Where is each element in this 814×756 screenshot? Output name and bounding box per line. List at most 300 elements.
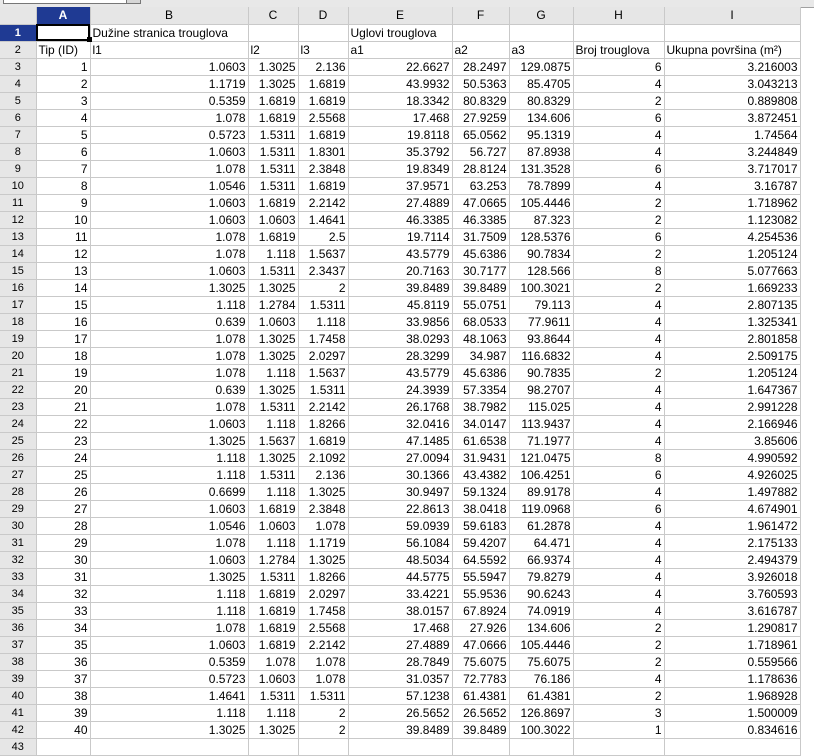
cell-d26[interactable]: 2.1092 (298, 449, 348, 466)
cell-h27[interactable]: 6 (573, 466, 664, 483)
cell-g21[interactable]: 90.7835 (509, 364, 573, 381)
cell-i42[interactable]: 0.834616 (664, 721, 800, 738)
column-header-b[interactable]: B (90, 7, 248, 24)
cell-g26[interactable]: 121.0475 (509, 449, 573, 466)
cell-d13[interactable]: 2.5 (298, 228, 348, 245)
row-header[interactable]: 13 (0, 228, 36, 245)
cell-d3[interactable]: 2.136 (298, 58, 348, 75)
cell-g28[interactable]: 89.9178 (509, 483, 573, 500)
cell-b23[interactable]: 1.078 (90, 398, 248, 415)
cell-i41[interactable]: 1.500009 (664, 704, 800, 721)
cell-h19[interactable]: 4 (573, 330, 664, 347)
cell-e9[interactable]: 19.8349 (348, 160, 452, 177)
cell-a6[interactable]: 4 (36, 109, 90, 126)
cell-b29[interactable]: 1.0603 (90, 500, 248, 517)
cell-b17[interactable]: 1.118 (90, 296, 248, 313)
cell-h38[interactable]: 2 (573, 653, 664, 670)
row-header[interactable]: 22 (0, 381, 36, 398)
row-header[interactable]: 42 (0, 721, 36, 738)
cell-e22[interactable]: 24.3939 (348, 381, 452, 398)
cell-b28[interactable]: 0.6699 (90, 483, 248, 500)
cell-c31[interactable]: 1.118 (248, 534, 298, 551)
cell-e19[interactable]: 38.0293 (348, 330, 452, 347)
cell-d20[interactable]: 2.0297 (298, 347, 348, 364)
cell-h17[interactable]: 4 (573, 296, 664, 313)
row-header[interactable]: 10 (0, 177, 36, 194)
cell-c22[interactable]: 1.3025 (248, 381, 298, 398)
cell-a27[interactable]: 25 (36, 466, 90, 483)
cell-f18[interactable]: 68.0533 (452, 313, 509, 330)
cell-d27[interactable]: 2.136 (298, 466, 348, 483)
cell-c38[interactable]: 1.078 (248, 653, 298, 670)
cell-i30[interactable]: 1.961472 (664, 517, 800, 534)
cell-f1[interactable] (452, 24, 509, 41)
cell-h16[interactable]: 2 (573, 279, 664, 296)
row-header[interactable]: 16 (0, 279, 36, 296)
row-header[interactable]: 33 (0, 568, 36, 585)
cell-a36[interactable]: 34 (36, 619, 90, 636)
cell-b35[interactable]: 1.118 (90, 602, 248, 619)
cell-i14[interactable]: 1.205124 (664, 245, 800, 262)
cell-f32[interactable]: 64.5592 (452, 551, 509, 568)
cell-i10[interactable]: 3.16787 (664, 177, 800, 194)
cell-i25[interactable]: 3.85606 (664, 432, 800, 449)
cell-h15[interactable]: 8 (573, 262, 664, 279)
cell-h5[interactable]: 2 (573, 92, 664, 109)
row-header[interactable]: 14 (0, 245, 36, 262)
cell-f22[interactable]: 57.3354 (452, 381, 509, 398)
cell-e13[interactable]: 19.7114 (348, 228, 452, 245)
cell-e28[interactable]: 30.9497 (348, 483, 452, 500)
row-header[interactable]: 27 (0, 466, 36, 483)
cell-d40[interactable]: 1.5311 (298, 687, 348, 704)
cell-c39[interactable]: 1.0603 (248, 670, 298, 687)
cell-b41[interactable]: 1.118 (90, 704, 248, 721)
cell-c9[interactable]: 1.5311 (248, 160, 298, 177)
cell-b37[interactable]: 1.0603 (90, 636, 248, 653)
cell-f36[interactable]: 27.926 (452, 619, 509, 636)
cell-g41[interactable]: 126.8697 (509, 704, 573, 721)
cell-f38[interactable]: 75.6075 (452, 653, 509, 670)
cell-c33[interactable]: 1.5311 (248, 568, 298, 585)
cell-c6[interactable]: 1.6819 (248, 109, 298, 126)
cell-d43[interactable] (298, 738, 348, 755)
cell-a2[interactable]: Tip (ID) (36, 41, 90, 58)
cell-i7[interactable]: 1.74564 (664, 126, 800, 143)
cell-f42[interactable]: 39.8489 (452, 721, 509, 738)
cell-e42[interactable]: 39.8489 (348, 721, 452, 738)
cell-g34[interactable]: 90.6243 (509, 585, 573, 602)
cell-i31[interactable]: 2.175133 (664, 534, 800, 551)
cell-h4[interactable]: 4 (573, 75, 664, 92)
cell-c13[interactable]: 1.6819 (248, 228, 298, 245)
cell-a7[interactable]: 5 (36, 126, 90, 143)
cell-e20[interactable]: 28.3299 (348, 347, 452, 364)
cell-b6[interactable]: 1.078 (90, 109, 248, 126)
cell-i38[interactable]: 0.559566 (664, 653, 800, 670)
cell-c7[interactable]: 1.5311 (248, 126, 298, 143)
cell-b31[interactable]: 1.078 (90, 534, 248, 551)
cell-d7[interactable]: 1.6819 (298, 126, 348, 143)
name-box-dropdown-button[interactable] (126, 0, 140, 3)
cell-b21[interactable]: 1.078 (90, 364, 248, 381)
cell-h6[interactable]: 6 (573, 109, 664, 126)
cell-b2[interactable]: l1 (90, 41, 248, 58)
column-header-d[interactable]: D (298, 7, 348, 24)
cell-b8[interactable]: 1.0603 (90, 143, 248, 160)
cell-h20[interactable]: 4 (573, 347, 664, 364)
cell-d31[interactable]: 1.1719 (298, 534, 348, 551)
cell-g18[interactable]: 77.9611 (509, 313, 573, 330)
cell-e34[interactable]: 33.4221 (348, 585, 452, 602)
cell-g43[interactable] (509, 738, 573, 755)
cell-h2[interactable]: Broj trouglova (573, 41, 664, 58)
name-box[interactable] (3, 0, 141, 4)
cell-c21[interactable]: 1.118 (248, 364, 298, 381)
cell-g24[interactable]: 113.9437 (509, 415, 573, 432)
row-header[interactable]: 20 (0, 347, 36, 364)
column-header-f[interactable]: F (452, 7, 509, 24)
cell-f6[interactable]: 27.9259 (452, 109, 509, 126)
cell-a4[interactable]: 2 (36, 75, 90, 92)
cell-a5[interactable]: 3 (36, 92, 90, 109)
cell-g2[interactable]: a3 (509, 41, 573, 58)
cell-a31[interactable]: 29 (36, 534, 90, 551)
cell-i6[interactable]: 3.872451 (664, 109, 800, 126)
cell-g33[interactable]: 79.8279 (509, 568, 573, 585)
cell-b19[interactable]: 1.078 (90, 330, 248, 347)
cell-g1[interactable] (509, 24, 573, 41)
cell-e5[interactable]: 18.3342 (348, 92, 452, 109)
row-header[interactable]: 23 (0, 398, 36, 415)
cell-e6[interactable]: 17.468 (348, 109, 452, 126)
cell-d2[interactable]: l3 (298, 41, 348, 58)
cell-i4[interactable]: 3.043213 (664, 75, 800, 92)
row-header[interactable]: 8 (0, 143, 36, 160)
cell-f4[interactable]: 50.5363 (452, 75, 509, 92)
cell-e31[interactable]: 56.1084 (348, 534, 452, 551)
cell-e18[interactable]: 33.9856 (348, 313, 452, 330)
cell-b1[interactable]: Dužine stranica trouglova (90, 24, 248, 41)
cell-g22[interactable]: 98.2707 (509, 381, 573, 398)
cell-c3[interactable]: 1.3025 (248, 58, 298, 75)
row-header[interactable]: 28 (0, 483, 36, 500)
cell-d39[interactable]: 1.078 (298, 670, 348, 687)
cell-b26[interactable]: 1.118 (90, 449, 248, 466)
cell-a3[interactable]: 1 (36, 58, 90, 75)
row-header[interactable]: 5 (0, 92, 36, 109)
cell-e33[interactable]: 44.5775 (348, 568, 452, 585)
cell-i26[interactable]: 4.990592 (664, 449, 800, 466)
cell-i24[interactable]: 2.166946 (664, 415, 800, 432)
row-header[interactable]: 31 (0, 534, 36, 551)
cell-b18[interactable]: 0.639 (90, 313, 248, 330)
cell-g15[interactable]: 128.566 (509, 262, 573, 279)
cell-c40[interactable]: 1.5311 (248, 687, 298, 704)
cell-f10[interactable]: 63.253 (452, 177, 509, 194)
cell-f26[interactable]: 31.9431 (452, 449, 509, 466)
cell-h30[interactable]: 4 (573, 517, 664, 534)
cell-c37[interactable]: 1.6819 (248, 636, 298, 653)
cell-e40[interactable]: 57.1238 (348, 687, 452, 704)
cell-g3[interactable]: 129.0875 (509, 58, 573, 75)
column-header-i[interactable]: I (664, 7, 800, 24)
cell-f30[interactable]: 59.6183 (452, 517, 509, 534)
cell-a18[interactable]: 16 (36, 313, 90, 330)
cell-e27[interactable]: 30.1366 (348, 466, 452, 483)
cell-e7[interactable]: 19.8118 (348, 126, 452, 143)
cell-g16[interactable]: 100.3021 (509, 279, 573, 296)
cell-d8[interactable]: 1.8301 (298, 143, 348, 160)
cell-a16[interactable]: 14 (36, 279, 90, 296)
cell-c18[interactable]: 1.0603 (248, 313, 298, 330)
cell-f13[interactable]: 31.7509 (452, 228, 509, 245)
cell-c5[interactable]: 1.6819 (248, 92, 298, 109)
cell-d24[interactable]: 1.8266 (298, 415, 348, 432)
column-header-a[interactable]: A (36, 7, 90, 24)
cell-a14[interactable]: 12 (36, 245, 90, 262)
cell-b33[interactable]: 1.3025 (90, 568, 248, 585)
cell-a39[interactable]: 37 (36, 670, 90, 687)
cell-h25[interactable]: 4 (573, 432, 664, 449)
cell-a35[interactable]: 33 (36, 602, 90, 619)
cell-a28[interactable]: 26 (36, 483, 90, 500)
cell-h31[interactable]: 4 (573, 534, 664, 551)
cell-g36[interactable]: 134.606 (509, 619, 573, 636)
cell-f8[interactable]: 56.727 (452, 143, 509, 160)
cell-h11[interactable]: 2 (573, 194, 664, 211)
cell-i22[interactable]: 1.647367 (664, 381, 800, 398)
cell-d21[interactable]: 1.5637 (298, 364, 348, 381)
cell-e35[interactable]: 38.0157 (348, 602, 452, 619)
row-header[interactable]: 24 (0, 415, 36, 432)
cell-c36[interactable]: 1.6819 (248, 619, 298, 636)
cell-g19[interactable]: 93.8644 (509, 330, 573, 347)
cell-i17[interactable]: 2.807135 (664, 296, 800, 313)
cell-f43[interactable] (452, 738, 509, 755)
row-header[interactable]: 36 (0, 619, 36, 636)
cell-h28[interactable]: 4 (573, 483, 664, 500)
cell-d29[interactable]: 2.3848 (298, 500, 348, 517)
cell-h37[interactable]: 2 (573, 636, 664, 653)
row-header[interactable]: 41 (0, 704, 36, 721)
cell-d36[interactable]: 2.5568 (298, 619, 348, 636)
cell-e2[interactable]: a1 (348, 41, 452, 58)
cell-g37[interactable]: 105.4446 (509, 636, 573, 653)
cell-d16[interactable]: 2 (298, 279, 348, 296)
cell-i21[interactable]: 1.205124 (664, 364, 800, 381)
cell-f19[interactable]: 48.1063 (452, 330, 509, 347)
cell-e25[interactable]: 47.1485 (348, 432, 452, 449)
cell-i19[interactable]: 2.801858 (664, 330, 800, 347)
row-header[interactable]: 34 (0, 585, 36, 602)
column-header-c[interactable]: C (248, 7, 298, 24)
cell-e3[interactable]: 22.6627 (348, 58, 452, 75)
cell-a23[interactable]: 21 (36, 398, 90, 415)
row-header[interactable]: 39 (0, 670, 36, 687)
cell-c11[interactable]: 1.6819 (248, 194, 298, 211)
cell-c28[interactable]: 1.118 (248, 483, 298, 500)
cell-a9[interactable]: 7 (36, 160, 90, 177)
cell-i43[interactable] (664, 738, 800, 755)
cell-g8[interactable]: 87.8938 (509, 143, 573, 160)
cell-e10[interactable]: 37.9571 (348, 177, 452, 194)
cell-i16[interactable]: 1.669233 (664, 279, 800, 296)
cell-g30[interactable]: 61.2878 (509, 517, 573, 534)
cell-e37[interactable]: 27.4889 (348, 636, 452, 653)
cell-d25[interactable]: 1.6819 (298, 432, 348, 449)
cell-b42[interactable]: 1.3025 (90, 721, 248, 738)
cell-h3[interactable]: 6 (573, 58, 664, 75)
cell-c4[interactable]: 1.3025 (248, 75, 298, 92)
cell-h9[interactable]: 6 (573, 160, 664, 177)
cell-d12[interactable]: 1.4641 (298, 211, 348, 228)
cell-a26[interactable]: 24 (36, 449, 90, 466)
cell-h13[interactable]: 6 (573, 228, 664, 245)
cell-f5[interactable]: 80.8329 (452, 92, 509, 109)
cell-h24[interactable]: 4 (573, 415, 664, 432)
cell-g29[interactable]: 119.0968 (509, 500, 573, 517)
cell-d22[interactable]: 1.5311 (298, 381, 348, 398)
cell-d11[interactable]: 2.2142 (298, 194, 348, 211)
cell-e21[interactable]: 43.5779 (348, 364, 452, 381)
cell-d10[interactable]: 1.6819 (298, 177, 348, 194)
cell-h40[interactable]: 2 (573, 687, 664, 704)
cell-d38[interactable]: 1.078 (298, 653, 348, 670)
cell-c24[interactable]: 1.118 (248, 415, 298, 432)
cell-b32[interactable]: 1.0603 (90, 551, 248, 568)
cell-h36[interactable]: 2 (573, 619, 664, 636)
cell-f3[interactable]: 28.2497 (452, 58, 509, 75)
cell-b15[interactable]: 1.0603 (90, 262, 248, 279)
row-header[interactable]: 19 (0, 330, 36, 347)
cell-g17[interactable]: 79.113 (509, 296, 573, 313)
column-header-g[interactable]: G (509, 7, 573, 24)
cell-c41[interactable]: 1.118 (248, 704, 298, 721)
cell-b4[interactable]: 1.1719 (90, 75, 248, 92)
cell-g40[interactable]: 61.4381 (509, 687, 573, 704)
cell-f40[interactable]: 61.4381 (452, 687, 509, 704)
cell-e30[interactable]: 59.0939 (348, 517, 452, 534)
cell-f7[interactable]: 65.0562 (452, 126, 509, 143)
cell-c2[interactable]: l2 (248, 41, 298, 58)
cell-c1[interactable] (248, 24, 298, 41)
cell-e24[interactable]: 32.0416 (348, 415, 452, 432)
cell-b24[interactable]: 1.0603 (90, 415, 248, 432)
cell-i2[interactable]: Ukupna površina (m²) (664, 41, 800, 58)
cell-a13[interactable]: 11 (36, 228, 90, 245)
cell-b13[interactable]: 1.078 (90, 228, 248, 245)
cell-d6[interactable]: 2.5568 (298, 109, 348, 126)
cell-g25[interactable]: 71.1977 (509, 432, 573, 449)
cell-e26[interactable]: 27.0094 (348, 449, 452, 466)
row-header[interactable]: 3 (0, 58, 36, 75)
cell-g5[interactable]: 80.8329 (509, 92, 573, 109)
column-header-e[interactable]: E (348, 7, 452, 24)
cell-g12[interactable]: 87.323 (509, 211, 573, 228)
cell-a19[interactable]: 17 (36, 330, 90, 347)
cell-h18[interactable]: 4 (573, 313, 664, 330)
row-header[interactable]: 6 (0, 109, 36, 126)
cell-b27[interactable]: 1.118 (90, 466, 248, 483)
cell-a10[interactable]: 8 (36, 177, 90, 194)
cell-c25[interactable]: 1.5637 (248, 432, 298, 449)
cell-a8[interactable]: 6 (36, 143, 90, 160)
cell-i39[interactable]: 1.178636 (664, 670, 800, 687)
row-header[interactable]: 17 (0, 296, 36, 313)
cell-h23[interactable]: 4 (573, 398, 664, 415)
cell-c27[interactable]: 1.5311 (248, 466, 298, 483)
cell-h34[interactable]: 4 (573, 585, 664, 602)
cell-f25[interactable]: 61.6538 (452, 432, 509, 449)
cell-i11[interactable]: 1.718962 (664, 194, 800, 211)
cell-d1[interactable] (298, 24, 348, 41)
cell-a11[interactable]: 9 (36, 194, 90, 211)
cell-c26[interactable]: 1.3025 (248, 449, 298, 466)
cell-c12[interactable]: 1.0603 (248, 211, 298, 228)
cell-b11[interactable]: 1.0603 (90, 194, 248, 211)
cell-b16[interactable]: 1.3025 (90, 279, 248, 296)
cell-d19[interactable]: 1.7458 (298, 330, 348, 347)
cell-i35[interactable]: 3.616787 (664, 602, 800, 619)
cell-b38[interactable]: 0.5359 (90, 653, 248, 670)
select-all-corner[interactable] (0, 7, 36, 24)
cell-f12[interactable]: 46.3385 (452, 211, 509, 228)
cell-c32[interactable]: 1.2784 (248, 551, 298, 568)
cell-f23[interactable]: 38.7982 (452, 398, 509, 415)
column-header-h[interactable]: H (573, 7, 664, 24)
cell-c15[interactable]: 1.5311 (248, 262, 298, 279)
cell-b5[interactable]: 0.5359 (90, 92, 248, 109)
row-header[interactable]: 2 (0, 41, 36, 58)
cell-f17[interactable]: 55.0751 (452, 296, 509, 313)
cell-g20[interactable]: 116.6832 (509, 347, 573, 364)
cell-e43[interactable] (348, 738, 452, 755)
cell-c34[interactable]: 1.6819 (248, 585, 298, 602)
cell-f29[interactable]: 38.0418 (452, 500, 509, 517)
cell-a15[interactable]: 13 (36, 262, 90, 279)
cell-i13[interactable]: 4.254536 (664, 228, 800, 245)
cell-d18[interactable]: 1.118 (298, 313, 348, 330)
cell-i1[interactable] (664, 24, 800, 41)
row-header[interactable]: 1 (0, 24, 36, 41)
cell-b25[interactable]: 1.3025 (90, 432, 248, 449)
cell-b43[interactable] (90, 738, 248, 755)
cell-a43[interactable] (36, 738, 90, 755)
cell-d14[interactable]: 1.5637 (298, 245, 348, 262)
cell-a12[interactable]: 10 (36, 211, 90, 228)
cell-f28[interactable]: 59.1324 (452, 483, 509, 500)
cell-a1[interactable] (36, 24, 90, 41)
row-header[interactable]: 26 (0, 449, 36, 466)
cell-e14[interactable]: 43.5779 (348, 245, 452, 262)
cell-i23[interactable]: 2.991228 (664, 398, 800, 415)
cell-d42[interactable]: 2 (298, 721, 348, 738)
cell-d15[interactable]: 2.3437 (298, 262, 348, 279)
cell-a33[interactable]: 31 (36, 568, 90, 585)
cell-h29[interactable]: 6 (573, 500, 664, 517)
cell-f35[interactable]: 67.8924 (452, 602, 509, 619)
cell-e4[interactable]: 43.9932 (348, 75, 452, 92)
cell-a20[interactable]: 18 (36, 347, 90, 364)
row-header[interactable]: 29 (0, 500, 36, 517)
cell-a40[interactable]: 38 (36, 687, 90, 704)
cell-h12[interactable]: 2 (573, 211, 664, 228)
row-header[interactable]: 38 (0, 653, 36, 670)
cell-e1[interactable]: Uglovi trouglova (348, 24, 452, 41)
cell-e41[interactable]: 26.5652 (348, 704, 452, 721)
cell-b7[interactable]: 0.5723 (90, 126, 248, 143)
